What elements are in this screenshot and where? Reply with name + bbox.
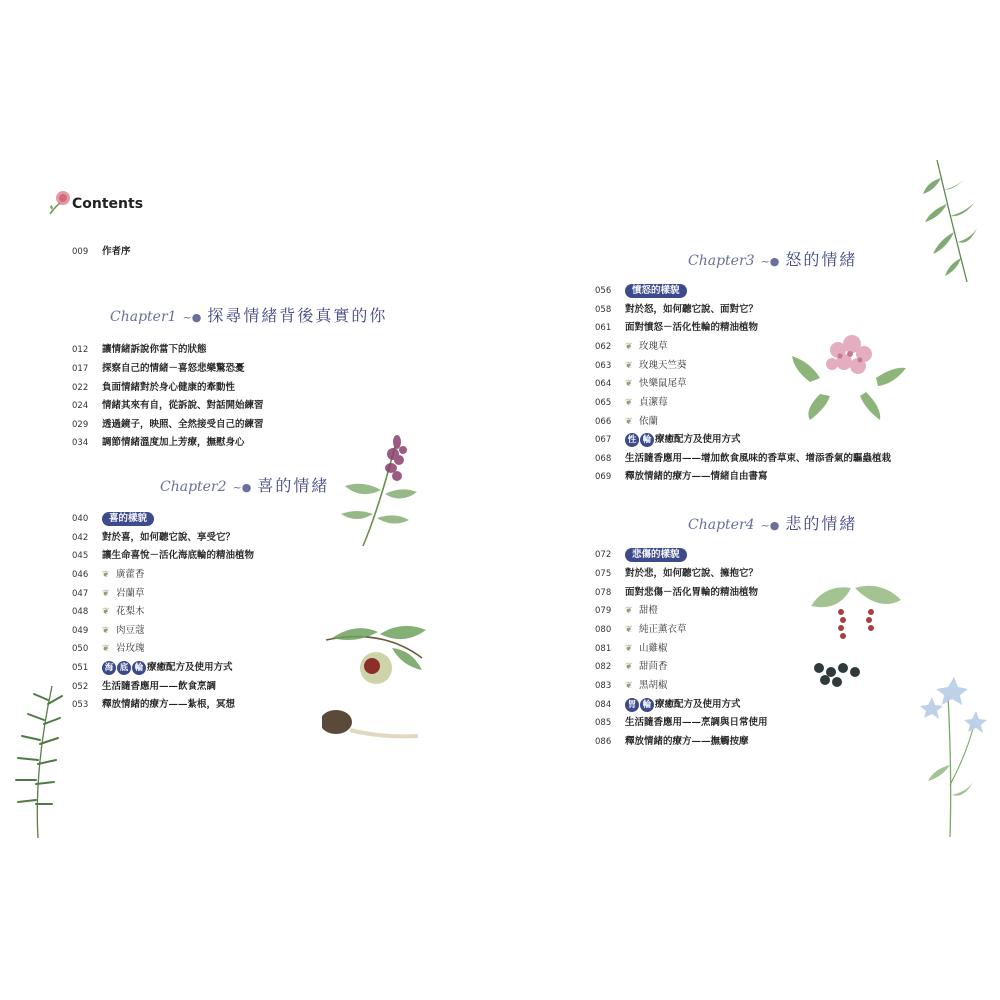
list-item: 012 讓情緒訴說你當下的狀態 [72, 344, 207, 355]
nutmeg-illustration [322, 618, 442, 748]
leaf-icon: ❦ [625, 644, 633, 654]
list-item: 029 透過鏡子，映照、全然接受自己的練習 [72, 419, 264, 430]
list-item: 080 ❦ 純正薰衣草 [595, 622, 687, 638]
list-item: 024 情緒其來有自，從訴說、對話開始練習 [72, 400, 264, 411]
list-item: 017 探察自己的情緒－喜怒悲樂驚恐憂 [72, 363, 245, 374]
leaf-icon: ❦ [625, 606, 633, 616]
section-pill: 憤怒的樣貌 [625, 284, 687, 298]
leaf-icon: ❦ [102, 589, 110, 599]
chapter-title: 怒的情緒 [785, 250, 858, 269]
list-item: 068 生活隨香應用——增加飲食風味的香草束、增添香氣的驅蟲植栽 [595, 453, 892, 464]
swirl-icon: ~● [760, 255, 780, 268]
list-item: 065 ❦ 貞潔莓 [595, 395, 668, 411]
list-item: 086 釋放情緒的療方——撫觸按摩 [595, 736, 749, 747]
list-item: 081 ❦ 山雞椒 [595, 641, 668, 657]
swirl-icon: ~● [760, 519, 780, 532]
leaf-icon: ❦ [625, 417, 633, 427]
swirl-icon: ~● [182, 311, 202, 324]
list-item: 049 ❦ 肉豆蔻 [72, 623, 145, 639]
list-item: 084 胃 輪 療癒配方及使用方式 [595, 699, 741, 710]
leaf-icon: ❦ [625, 625, 633, 635]
flower-icon [46, 188, 74, 218]
section-pill: 喜的樣貌 [102, 512, 154, 526]
list-item: 064 ❦ 快樂鼠尾草 [595, 376, 687, 392]
list-item: 042 對於喜，如何聽它說、享受它？ [72, 532, 236, 543]
chapter-title: 喜的情緒 [257, 476, 330, 495]
leaf-icon: ❦ [102, 607, 110, 617]
leaf-icon: ❦ [102, 644, 110, 654]
list-item: 067 性 輪 療癒配方及使用方式 [595, 434, 741, 445]
list-item: 056 憤怒的樣貌 [595, 283, 687, 299]
leaf-icon: ❦ [625, 379, 633, 389]
fern-illustration [915, 160, 980, 285]
leaf-icon: ❦ [625, 662, 633, 672]
list-item: 063 ❦ 玫瑰天竺葵 [595, 358, 687, 374]
leaf-icon: ❦ [625, 342, 633, 352]
list-item: 078 面對悲傷－活化胃輪的精油植物 [595, 587, 759, 598]
chapter-title: 探尋情緒背後真實的你 [207, 306, 388, 325]
rosemary-illustration [0, 680, 70, 840]
chapter-title: 悲的情緒 [785, 514, 858, 533]
list-item: 062 ❦ 玫瑰草 [595, 339, 668, 355]
chapter-script-label: Chapter2 [160, 479, 227, 495]
list-item: 051 海 底 輪 療癒配方及使用方式 [72, 662, 233, 673]
swirl-icon: ~● [232, 481, 252, 494]
list-item: 048 ❦ 花梨木 [72, 604, 145, 620]
list-item: 061 面對憤怒－活化性輪的精油植物 [595, 322, 759, 333]
section-pill: 悲傷的樣貌 [625, 548, 687, 562]
list-item: 072 悲傷的樣貌 [595, 547, 687, 563]
list-item: 079 ❦ 甜橙 [595, 603, 658, 619]
list-item: 058 對於怒，如何聽它說、面對它？ [595, 304, 759, 315]
leaf-icon: ❦ [625, 681, 633, 691]
list-item: 046 ❦ 廣藿香 [72, 567, 145, 583]
list-item: 009 作者序 [72, 246, 131, 257]
leaf-icon: ❦ [625, 398, 633, 408]
list-item: 085 生活隨香應用——烹調與日常使用 [595, 717, 768, 728]
list-item: 075 對於悲，如何聽它說、擁抱它？ [595, 568, 759, 579]
list-item: 022 負面情緒對於身心健康的牽動性 [72, 382, 236, 393]
leaf-icon: ❦ [625, 361, 633, 371]
list-item: 034 調節情緒溫度加上芳療，撫慰身心 [72, 437, 245, 448]
page-title: Contents [72, 196, 144, 212]
list-item: 047 ❦ 岩蘭草 [72, 586, 145, 602]
list-item: 053 釋放情緒的療方——紮根，冥想 [72, 699, 236, 710]
pepper-illustration [805, 582, 905, 692]
list-item: 066 ❦ 依蘭 [595, 414, 658, 430]
list-item: 040 喜的樣貌 [72, 511, 154, 527]
list-item: 050 ❦ 岩玫瑰 [72, 641, 145, 657]
agastache-illustration [335, 428, 425, 548]
geranium-illustration [790, 322, 910, 422]
list-item: 082 ❦ 甜茴香 [595, 659, 668, 675]
leaf-icon: ❦ [102, 626, 110, 636]
chapter-heading [688, 247, 857, 270]
leaf-icon: ❦ [102, 570, 110, 580]
chapter-script-label: Chapter4 [688, 517, 755, 533]
list-item: 083 ❦ 黑胡椒 [595, 678, 668, 694]
blue-flower-illustration [910, 665, 990, 840]
chapter-script-label: Chapter1 [110, 309, 177, 325]
list-item: 045 讓生命喜悅－活化海底輪的精油植物 [72, 550, 255, 561]
chapter-heading [688, 511, 857, 534]
chapter-heading [110, 303, 387, 326]
list-item: 069 釋放情緒的療方——情緒自由書寫 [595, 471, 768, 482]
chapter-script-label: Chapter3 [688, 253, 755, 269]
list-item: 052 生活隨香應用——飲食烹調 [72, 681, 217, 692]
chapter-heading [160, 473, 329, 496]
